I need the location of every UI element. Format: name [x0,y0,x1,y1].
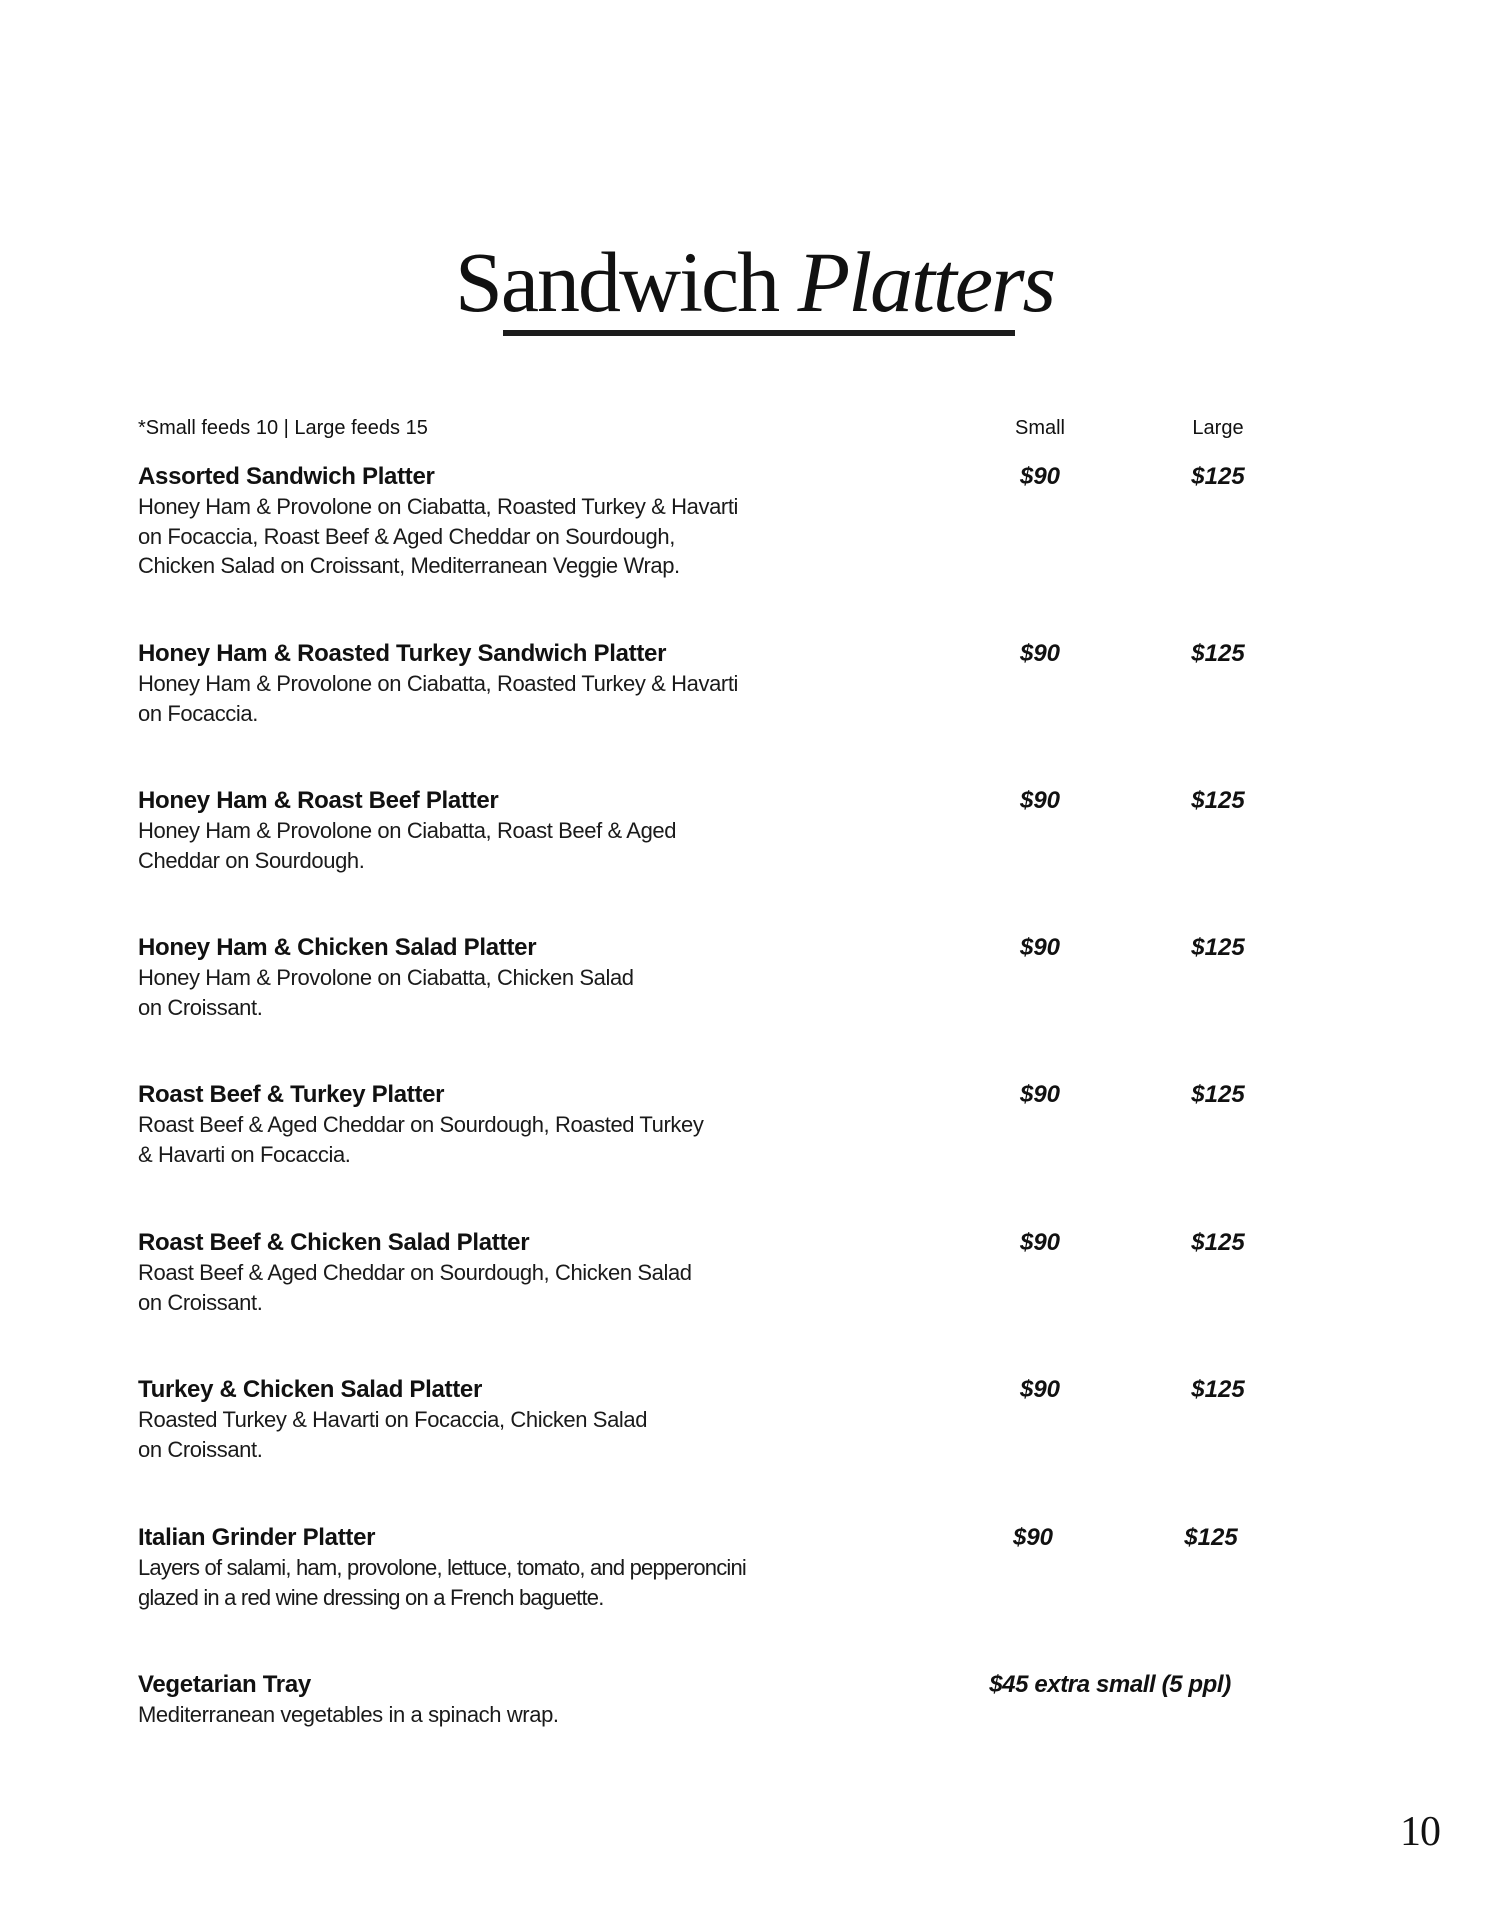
small-column-header: Small [1014,417,1065,439]
item-description [138,1553,838,1612]
menu-item [138,1523,1238,1612]
title-main: Sandwich [455,234,779,330]
small-price: $90 [1019,640,1061,667]
small-price: $90 [1012,1524,1054,1551]
large-column-header: Large [1192,417,1244,439]
menu-item [138,933,1245,1022]
column-header-row [138,414,1244,442]
serving-note: *Small feeds 10 | Large feeds 15 [138,417,428,439]
menu-item [138,1228,1245,1317]
large-price: $125 [1191,934,1245,961]
item-name: Assorted Sandwich Platter [138,463,435,490]
large-price: $125 [1184,1524,1238,1551]
small-price: $90 [1019,1376,1061,1403]
description-line: Honey Ham & Provolone on Ciabatta, Roasted Turkey & Havarti [138,671,739,696]
description-line: glazed in a red wine dressing on a French baguette. [138,1584,604,1610]
page-title [0,232,1509,332]
item-description [138,1258,838,1317]
description-line: Honey Ham & Provolone on Ciabatta, Roasted Turkey & Havarti [138,494,739,519]
description-line: on Croissant. [138,1436,263,1462]
large-price: $125 [1191,463,1245,490]
description-line: Roasted Turkey & Havarti on Focaccia, Chicken Salad [138,1407,648,1432]
description-line: on Focaccia. [138,700,258,726]
item-name: Honey Ham & Chicken Salad Platter [138,934,537,961]
menu-item [138,1375,1245,1464]
title-underline [503,330,1015,336]
description-line: Chicken Salad on Croissant, Mediterranean Veggie Wrap. [138,553,680,578]
large-price: $125 [1191,1376,1245,1403]
item-description [138,816,838,875]
large-price: $125 [1191,1229,1245,1256]
description-line: on Croissant. [138,994,263,1020]
large-price: $125 [1191,1081,1245,1108]
large-price: $125 [1191,640,1245,667]
item-description [138,492,838,581]
description-line: on Focaccia, Roast Beef & Aged Cheddar on Sourdough, [138,523,675,549]
description-line: Layers of salami, ham, provolone, lettuce, tomato, and pepperoncini [138,1555,747,1580]
small-price: $90 [1019,463,1061,490]
small-price: $90 [1019,1081,1061,1108]
description-line: Honey Ham & Provolone on Ciabatta, Roast Beef & Aged [138,818,677,843]
extra-small-price: $45 extra small (5 ppl) [989,1671,1231,1698]
menu-item [138,639,1245,728]
item-description [138,1405,838,1464]
description-line: on Croissant. [138,1289,263,1315]
menu-item [138,462,1245,581]
item-name: Vegetarian Tray [138,1671,311,1698]
item-description [138,963,838,1022]
description-line: Honey Ham & Provolone on Ciabatta, Chicken Salad [138,965,634,990]
description-line: Roast Beef & Aged Cheddar on Sourdough, Chicken Salad [138,1260,692,1285]
item-name: Turkey & Chicken Salad Platter [138,1376,483,1403]
description-line: Mediterranean vegetables in a spinach wrap. [138,1702,559,1727]
title-italic: Platters [797,234,1054,330]
item-description [138,669,838,728]
small-price: $90 [1019,787,1061,814]
small-price: $90 [1019,934,1061,961]
menu-item [138,786,1245,875]
description-line: Roast Beef & Aged Cheddar on Sourdough, Roasted Turkey [138,1112,704,1137]
item-description [138,1110,838,1169]
item-name: Honey Ham & Roasted Turkey Sandwich Platter [138,640,667,667]
item-name: Roast Beef & Chicken Salad Platter [138,1229,530,1256]
page-number: 10 [1400,1809,1440,1855]
menu-item [138,1080,1245,1169]
item-name: Italian Grinder Platter [138,1524,376,1551]
description-line: Cheddar on Sourdough. [138,847,365,873]
menu-item [138,1670,1238,1730]
large-price: $125 [1191,787,1245,814]
item-description [138,1700,838,1730]
description-line: & Havarti on Focaccia. [138,1141,351,1167]
small-price: $90 [1019,1229,1061,1256]
item-name: Roast Beef & Turkey Platter [138,1081,445,1108]
item-name: Honey Ham & Roast Beef Platter [138,787,499,814]
